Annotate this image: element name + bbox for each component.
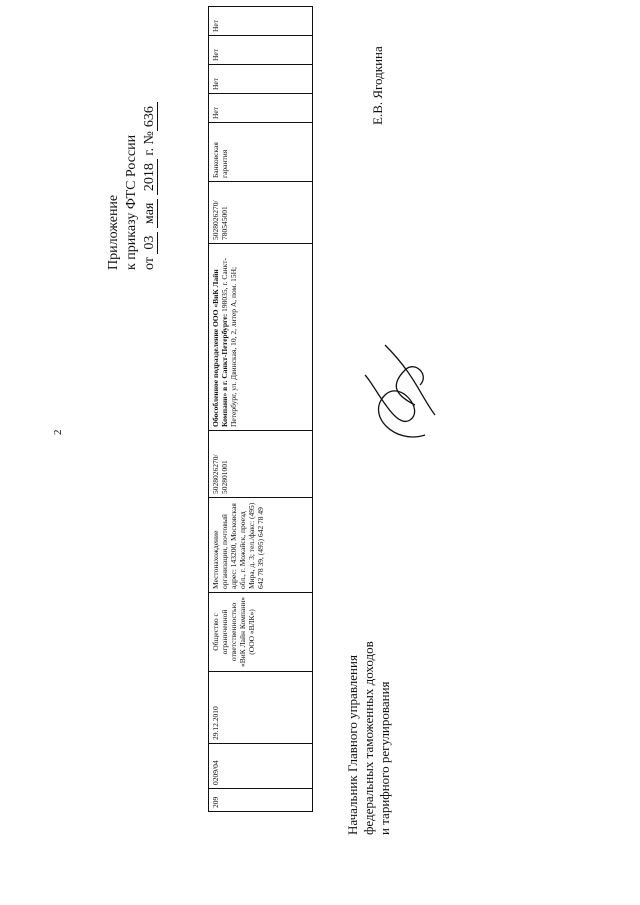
cell-inn: 5028026270/ 502801001 <box>209 431 313 498</box>
cell-num: 209 <box>209 789 313 812</box>
cell-subdivision: Обособленное подразделение ООО «ВиК Лайн Компани» в г. Санкт-Петербурге: 198035, г. Санкт-Петербург, ул. Двинская, 10, 2, литер А, пом. 15Н; <box>209 244 313 431</box>
appendix-order: к приказу ФТС России <box>124 134 139 270</box>
cell-org: Общество с ограниченной ответственностью «ВиК Лайн Компани» (ООО «ВЛК») <box>209 593 313 672</box>
page-number: 2 <box>52 429 64 435</box>
cell-no-1: Нет <box>209 94 313 123</box>
signatory-title: Начальник Главного управления федеральных таможенных доходов и тарифного регулирования <box>345 641 392 835</box>
cell-no-3: Нет <box>209 36 313 65</box>
register-table <box>208 12 313 812</box>
appendix-block <box>105 102 159 270</box>
cell-no-2: Нет <box>209 65 313 94</box>
handwritten-signature <box>355 335 445 455</box>
cell-code: 0209/04 <box>209 744 313 789</box>
appendix-date: от 03 мая 2018 г. №636 <box>141 102 159 270</box>
cell-date: 29.12.2010 <box>209 672 313 744</box>
cell-inn-sub: 5028026270/ 780545001 <box>209 182 313 244</box>
cell-no-4: Нет <box>209 7 313 36</box>
signatory-name: Е.В. Ягодкина <box>370 46 385 125</box>
table-row <box>209 7 313 812</box>
appendix-title: Приложение <box>106 194 121 270</box>
cell-address: Местонахождение организации, почтовый адрес: 143200, Московская обл., г. Можайск, проезд Мира, д. 3; тел./факс: (495) 642 78 39, (495) 642 78 49 <box>209 498 313 593</box>
cell-guarantee: Банковская гарантия <box>209 123 313 182</box>
